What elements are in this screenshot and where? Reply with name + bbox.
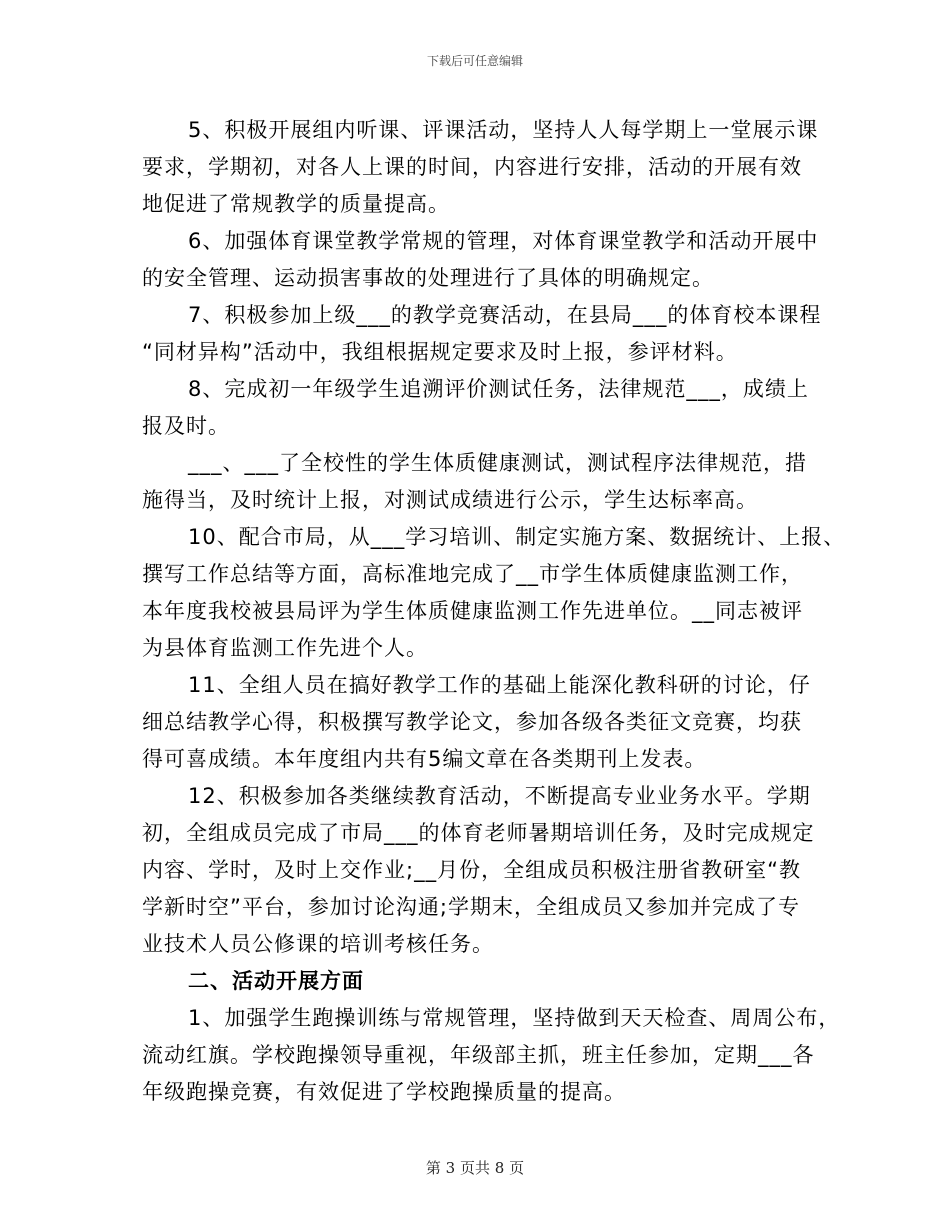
paragraph (142, 667, 832, 778)
paragraph (142, 778, 832, 963)
text-line: 要求，学期初，对各人上课的时间，内容进行安排，活动的开展有效 (142, 155, 802, 179)
text-line: 的安全管理、运动损害事故的处理进行了具体的明确规定。 (142, 266, 714, 290)
text-line: 报及时。 (142, 414, 230, 438)
text-line: 施得当，及时统计上报，对测试成绩进行公示，学生达标率高。 (142, 488, 758, 512)
paragraph (142, 1000, 841, 1111)
section-paragraph-list (142, 1000, 841, 1111)
paragraph (142, 223, 832, 297)
paragraph (142, 371, 832, 445)
text-line: 细总结教学心得，积极撰写教学论文，参加各级各类征文竞赛，均获 (142, 710, 802, 734)
text-line: 本年度我校被县局评为学生体质健康监测工作先进单位。__同志被评 (142, 599, 803, 623)
paragraph (142, 445, 832, 519)
document-body (142, 112, 846, 1111)
text-line: 7、积极参加上级___的教学竞赛活动，在县局___的体育校本课程 (188, 303, 822, 327)
paragraph (142, 519, 846, 667)
text-line: ___、___了全校性的学生体质健康测试，测试程序法律规范，措 (188, 451, 807, 475)
text-line: 11、全组人员在搞好教学工作的基础上能深化教科研的讨论，仔 (188, 673, 811, 697)
text-line: 学新时空”平台，参加讨论沟通;学期末，全组成员又参加并完成了专 (142, 895, 800, 919)
text-line: 得可喜成绩。本年度组内共有5编文章在各类期刊上发表。 (142, 747, 707, 771)
text-line: 初，全组成员完成了市局___的体育老师暑期培训任务，及时完成规定 (142, 821, 815, 845)
section-heading: 二、活动开展方面 (188, 969, 364, 993)
text-line: “同材异构”活动中，我组根据规定要求及时上报，参评材料。 (142, 340, 738, 364)
text-line: 撰写工作总结等方面，高标准地完成了__市学生体质健康监测工作， (142, 562, 803, 586)
page-footer: 第 3 页共 8 页 (425, 1159, 525, 1177)
text-line: 地促进了常规教学的质量提高。 (142, 192, 450, 216)
text-line: 内容、学时，及时上交作业;__月份，全组成员积极注册省教研室“教 (142, 858, 801, 882)
text-line: 6、加强体育课堂教学常规的管理，对体育课堂教学和活动开展中 (188, 229, 819, 253)
text-line: 流动红旗。学校跑操领导重视，年级部主抓，班主任参加，定期___各 (142, 1043, 815, 1067)
text-line: 1、加强学生跑操训练与常规管理，坚持做到天天检查、周周公布， (188, 1006, 841, 1030)
text-line: 业技术人员公修课的培训考核任务。 (142, 932, 494, 956)
text-line: 为县体育监测工作先进个人。 (142, 636, 428, 660)
paragraph-list (142, 112, 846, 963)
text-line: 年级跑操竞赛，有效促进了学校跑操质量的提高。 (142, 1080, 626, 1104)
paragraph (142, 297, 832, 371)
text-line: 8、完成初一年级学生追溯评价测试任务，法律规范___，成绩上 (188, 377, 809, 401)
text-line: 5、积极开展组内听课、评课活动，坚持人人每学期上一堂展示课 (188, 118, 819, 142)
text-line: 12、积极参加各类继续教育活动，不断提高专业业务水平。学期 (188, 784, 811, 808)
paragraph (142, 112, 832, 223)
text-line: 10、配合市局，从___学习培训、制定实施方案、数据统计、上报、 (188, 525, 846, 549)
page-header: 下载后可任意编辑 (426, 54, 523, 68)
